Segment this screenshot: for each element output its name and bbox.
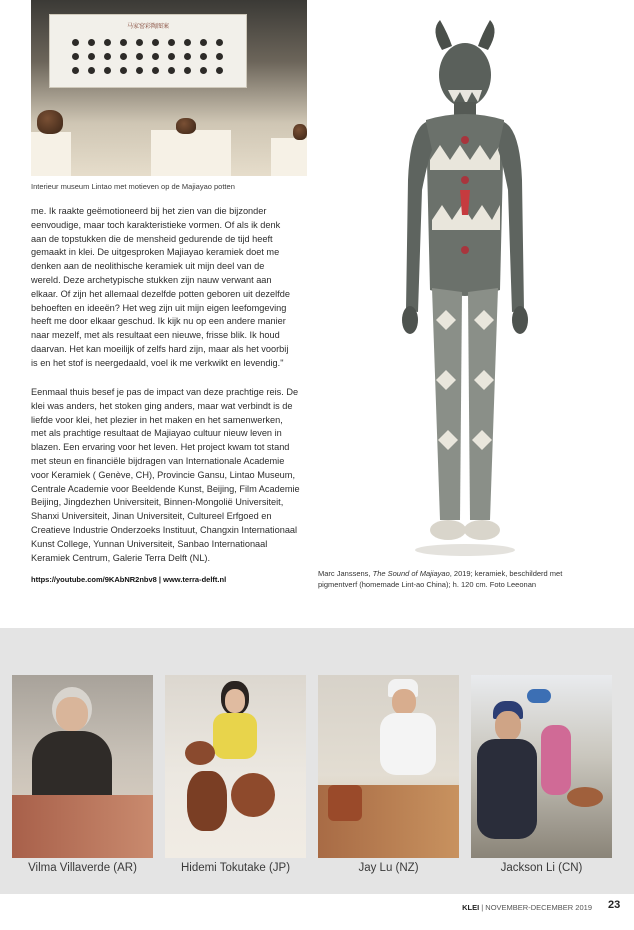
- artist-photo-jay: [318, 675, 459, 858]
- article-paragraph-1: me. Ik raakte geëmotioneerd bij het zien van die bijzonder eenvoudige, maar toch karakteristieke vormen. Of als ik denk aan de topstukken die de mensheid gedurende de tijd heeft gemaakt in klei. De uitgesproken Majiayao keramiek doet me denken aan de neolithische keramiek uit mijn deel van de wereld. Deze archetypische stukken zijn nauw verwant aan elkaar. Of zijn het allemaal dezelfde potten geboren uit dezelfde behoeften en ideeën? Het weg zijn uit mijn eigen leefomgeving heeft me door elkaar geschud. Ik kijk nu op een andere manier naar mezelf, met als resultaat een nieuwe, frisse blik. Ik houd daarvan. Het kan moeilijk of zelfs hard zijn, maar als het voorbij is en het stof is neergedaald, voel ik me verkwikt en levendig.": [31, 206, 290, 368]
- artist-name-jackson: Jackson Li (CN): [500, 862, 583, 874]
- artist-name-hidemi: Hidemi Tokutake (JP): [180, 862, 291, 874]
- pot-left: [37, 110, 63, 134]
- issue-date: NOVEMBER-DECEMBER 2019: [485, 903, 592, 912]
- artist-name-vilma: Vilma Villaverde (AR): [28, 862, 137, 874]
- museum-photo-caption: Interieur museum Lintao met motieven op de Majiayao potten: [31, 182, 235, 191]
- article-paragraph-2: Eenmaal thuis besef je pas de impact van deze prachtige reis. De klei was anders, het stoken ging anders, maar wat verbindt is de liefde voor klei, het plezier in het maken en het samenwerken, met als prachtige resultaat de Majiayao cultuur nieuw leven in blazen. Een ervaring voor het leven. Het project kwam tot stand met steun en financiële bijdragen van Internationale Academie voor Keramiek ( Genève, CH), Provincie Gansu, Lintao Museum, Centrale Academie voor Beeldende Kunst, Beijing, Film Academie Beijing, Jingdezhen Universiteit, Binnen-Mongolië Universiteit, Shanxi Universiteit, Jinan Universiteit, Cultureel Erfgoed en Creatieve Industrie Onderzoeks Instituut, Changxin Internationaal Kunst College, Yunnan Universiteit, Sanbao Internationaal Keramiek Centrum, Galerie Terra Delft (NL).: [31, 387, 300, 563]
- museum-interior-photo: [31, 0, 307, 176]
- statue-caption-artist: Marc Janssens,: [318, 569, 373, 578]
- footer-separator: |: [479, 903, 486, 912]
- artist-photo-jackson: [471, 675, 612, 858]
- statue-caption: [318, 568, 618, 590]
- reference-links[interactable]: https://youtube.com/9KAbNR2nbv8 | www.terra-delft.nl: [31, 575, 227, 584]
- statue-caption-rest: , 2019; keramiek, beschilderd met: [449, 569, 563, 578]
- statue-caption-line2: pigmentverf (homemade Lint-ao China); h. 120 cm. Foto Leeonan: [318, 580, 537, 589]
- motif-display-panel: [49, 14, 247, 88]
- artist-photo-vilma: [12, 675, 153, 858]
- page-footer: [462, 903, 592, 912]
- artist-name-jay: Jay Lu (NZ): [358, 862, 419, 874]
- artist-photo-hidemi: [165, 675, 306, 858]
- statue-sound-of-majiayao: [390, 20, 540, 560]
- statue-caption-title: The Sound of Majiayao: [372, 569, 450, 578]
- magazine-name: KLEI: [462, 903, 480, 912]
- panel-title: 马家窑彩陶图案: [126, 24, 169, 30]
- pot-center: [176, 118, 196, 134]
- pot-right: [293, 124, 307, 140]
- page-number: 23: [608, 899, 621, 911]
